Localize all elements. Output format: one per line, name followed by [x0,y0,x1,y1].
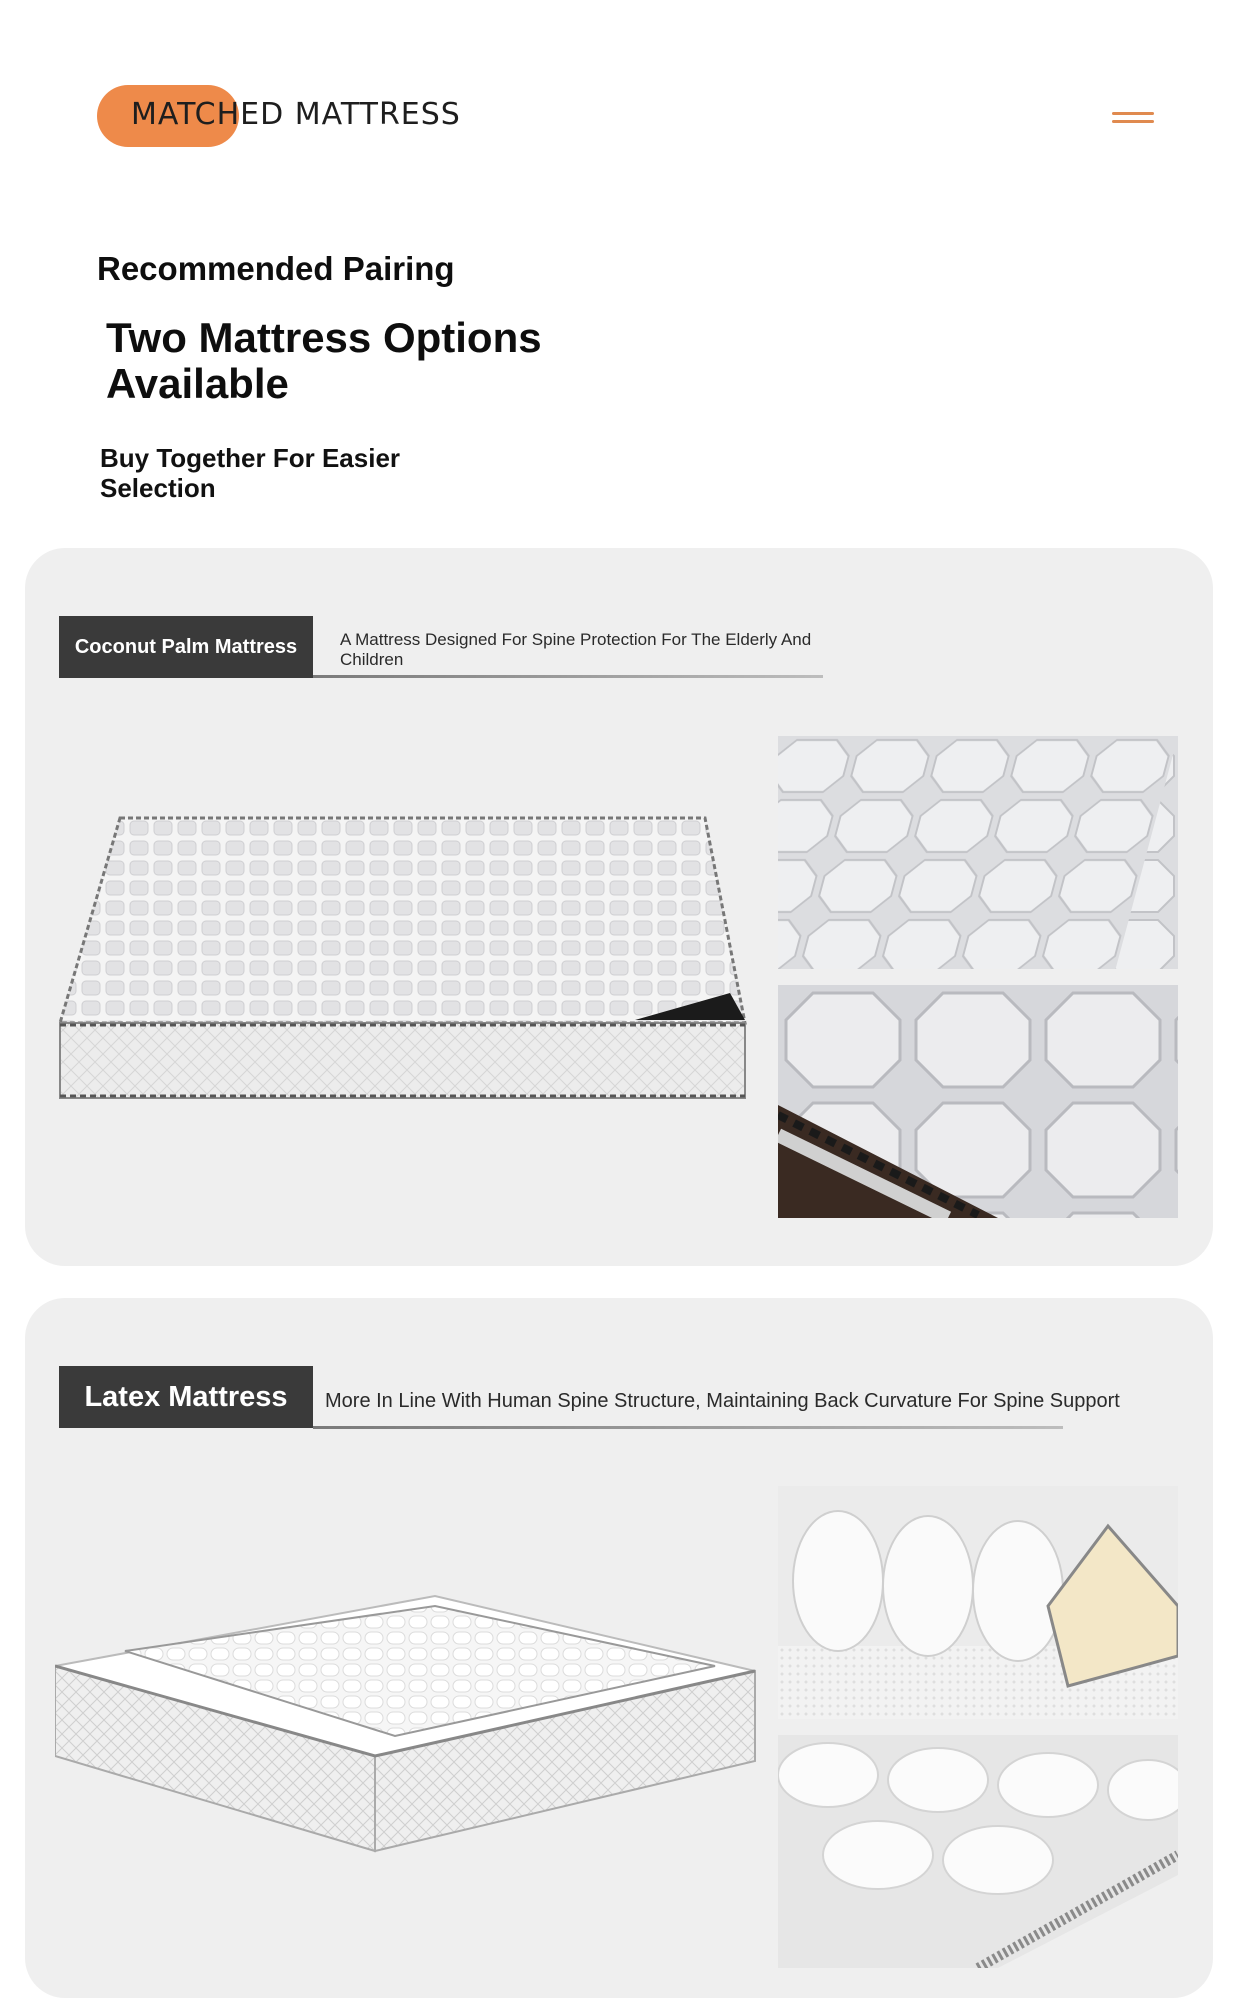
mattress-main-photo [55,798,765,1128]
section-eyebrow: Recommended Pairing [97,250,455,287]
tag-underline [313,1426,1063,1429]
latex-quilting-detail-photo [778,1735,1178,1968]
product-card-latex [25,1298,1213,1998]
mattress-edge-detail-photo [778,985,1178,1218]
product-name-tag: Latex Mattress [59,1366,313,1428]
mattress-detail-photo [778,736,1178,969]
menu-bar [1112,112,1154,115]
menu-bar [1112,120,1154,123]
latex-layer-detail-photo [778,1486,1178,1719]
product-description: More In Line With Human Spine Structure, Maintaining Back Curvature For Spine Support [325,1390,1120,1412]
product-name-tag: Coconut Palm Mattress [59,616,313,678]
section-subline: Buy Together For Easier Selection [100,443,401,503]
section-headline: Two Mattress Options Available [106,314,542,407]
hamburger-menu-icon[interactable] [1112,108,1156,130]
site-header [0,0,1240,190]
logo-text: MATCHED MATTRESS [131,97,461,132]
product-description: A Mattress Designed For Spine Protection For The Elderly And Children [340,630,812,669]
mattress-main-photo [55,1566,765,1896]
product-card-coconut-palm [25,548,1213,1266]
tag-underline [313,675,823,678]
